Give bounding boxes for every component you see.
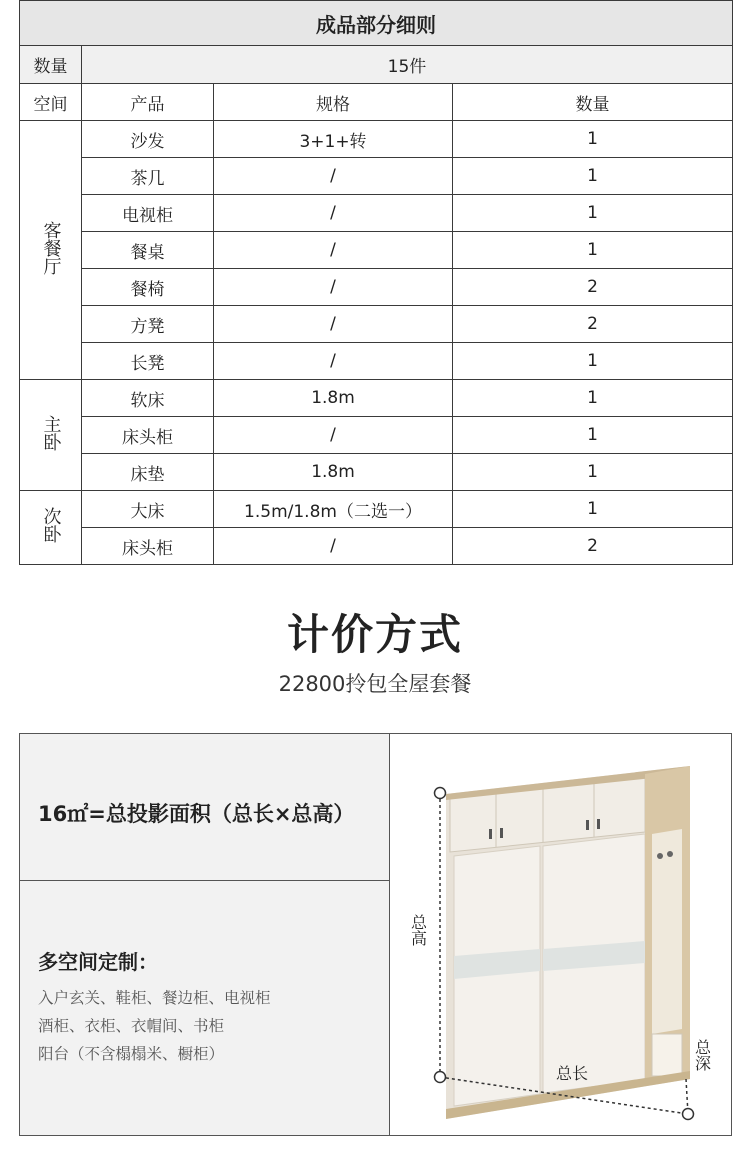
space-label: 主卧 bbox=[40, 414, 62, 451]
qty-cell: 1 bbox=[453, 232, 733, 269]
table-row bbox=[20, 158, 733, 195]
qty-cell: 1 bbox=[453, 121, 733, 158]
spec-cell: / bbox=[214, 528, 453, 565]
table-row bbox=[20, 491, 733, 528]
table-row bbox=[20, 195, 733, 232]
wardrobe-illustration bbox=[390, 734, 731, 1135]
pricing-subtitle: 22800拎包全屋套餐 bbox=[278, 672, 472, 696]
area-formula: 16㎡=总投影面积（总长×总高） bbox=[38, 802, 355, 826]
product-cell: 餐桌 bbox=[82, 232, 214, 269]
spec-cell: / bbox=[214, 158, 453, 195]
spec-cell: 1.8m bbox=[214, 454, 453, 491]
table-row bbox=[20, 232, 733, 269]
header-space: 空间 bbox=[20, 84, 82, 121]
table-title: 成品部分细则 bbox=[20, 1, 733, 46]
total-qty-label: 数量 bbox=[20, 46, 82, 84]
qty-cell: 1 bbox=[453, 417, 733, 454]
multi-space-line: 阳台（不含榻榻米、橱柜） bbox=[38, 1045, 225, 1063]
pricing-panel bbox=[19, 733, 732, 1136]
spec-cell: / bbox=[214, 195, 453, 232]
space-label: 次卧 bbox=[40, 507, 62, 543]
spec-cell: 1.8m bbox=[214, 380, 453, 417]
table-row bbox=[20, 528, 733, 565]
product-cell: 软床 bbox=[82, 380, 214, 417]
product-cell: 床垫 bbox=[82, 454, 214, 491]
pricing-title: 计价方式 bbox=[286, 610, 463, 659]
wardrobe-diagram bbox=[390, 734, 731, 1135]
header-product: 产品 bbox=[82, 84, 214, 121]
product-cell: 床头柜 bbox=[82, 528, 214, 565]
length-label: 总长 bbox=[556, 1064, 589, 1083]
hook-icon bbox=[667, 851, 673, 857]
table-row bbox=[20, 343, 733, 380]
multi-space-line: 入户玄关、鞋柜、餐边柜、电视柜 bbox=[38, 989, 271, 1007]
space-cell bbox=[20, 380, 82, 491]
qty-cell: 1 bbox=[453, 491, 733, 528]
handle-icon bbox=[597, 819, 600, 829]
multi-space-line: 酒柜、衣柜、衣帽间、书柜 bbox=[38, 1017, 225, 1035]
table-row bbox=[20, 417, 733, 454]
qty-cell: 1 bbox=[453, 380, 733, 417]
product-cell: 床头柜 bbox=[82, 417, 214, 454]
space-label: 客餐厅 bbox=[40, 220, 62, 275]
qty-cell: 1 bbox=[453, 195, 733, 232]
header-spec: 规格 bbox=[214, 84, 453, 121]
dimension-marker bbox=[435, 788, 446, 799]
side-drawer bbox=[652, 1034, 682, 1076]
qty-cell: 2 bbox=[453, 528, 733, 565]
product-cell: 餐椅 bbox=[82, 269, 214, 306]
table-row bbox=[20, 380, 733, 417]
table-row bbox=[20, 121, 733, 158]
table-row bbox=[20, 306, 733, 343]
product-cell: 大床 bbox=[82, 491, 214, 528]
depth-label: 总深 bbox=[692, 1039, 712, 1071]
handle-icon bbox=[489, 829, 492, 839]
multi-space-title: 多空间定制： bbox=[38, 950, 158, 974]
total-qty-value: 15件 bbox=[82, 46, 733, 84]
formula-cell bbox=[20, 734, 389, 881]
product-cell: 茶几 bbox=[82, 158, 214, 195]
spec-cell: 1.5m/1.8m（二选一） bbox=[214, 491, 453, 528]
spec-cell: / bbox=[214, 232, 453, 269]
product-cell: 长凳 bbox=[82, 343, 214, 380]
table-row bbox=[20, 454, 733, 491]
product-cell: 方凳 bbox=[82, 306, 214, 343]
detail-table bbox=[19, 0, 733, 565]
height-label: 总高 bbox=[408, 914, 428, 946]
qty-cell: 2 bbox=[453, 306, 733, 343]
table-row bbox=[20, 269, 733, 306]
hook-icon bbox=[657, 853, 663, 859]
qty-cell: 2 bbox=[453, 269, 733, 306]
handle-icon bbox=[500, 828, 503, 838]
spec-cell: 3+1+转 bbox=[214, 121, 453, 158]
handle-icon bbox=[586, 820, 589, 830]
product-cell: 沙发 bbox=[82, 121, 214, 158]
dimension-marker bbox=[435, 1072, 446, 1083]
side-shelf-back bbox=[652, 829, 682, 1034]
qty-cell: 1 bbox=[453, 158, 733, 195]
dimension-marker bbox=[683, 1109, 694, 1120]
header-qty: 数量 bbox=[453, 84, 733, 121]
spec-cell: / bbox=[214, 417, 453, 454]
space-cell bbox=[20, 121, 82, 380]
spec-cell: / bbox=[214, 306, 453, 343]
qty-cell: 1 bbox=[453, 454, 733, 491]
spec-cell: / bbox=[214, 343, 453, 380]
product-cell: 电视柜 bbox=[82, 195, 214, 232]
qty-cell: 1 bbox=[453, 343, 733, 380]
spec-cell: / bbox=[214, 269, 453, 306]
info-column bbox=[20, 734, 390, 1135]
space-cell bbox=[20, 491, 82, 565]
